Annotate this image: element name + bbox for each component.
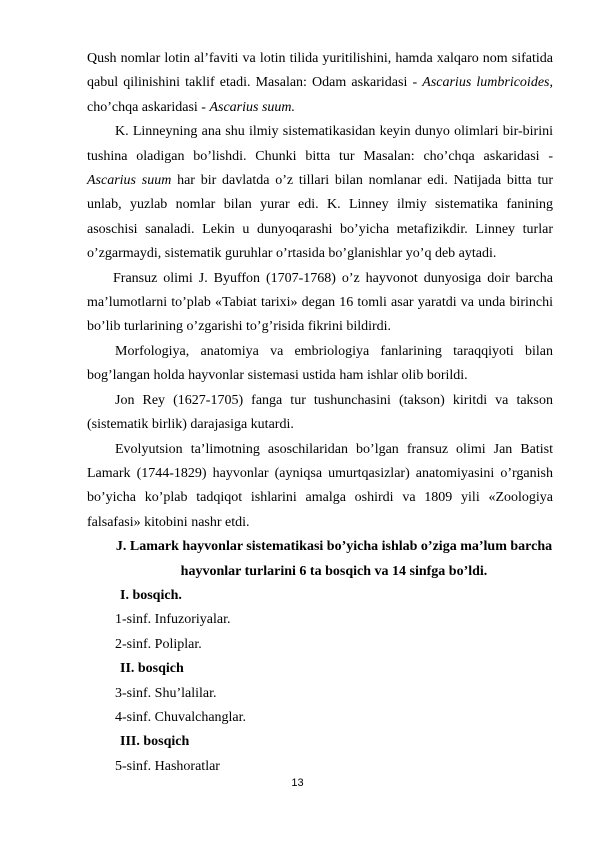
page-number: 13 xyxy=(291,777,304,789)
species-name: Ascarius lumbricoides xyxy=(422,75,550,91)
species-name: Ascarius suum. xyxy=(209,99,296,115)
paragraph-naming-rules xyxy=(87,47,553,120)
class-item: 1-sinf. Infuzoriyalar. xyxy=(115,612,231,628)
species-name: Ascarius suum xyxy=(87,173,172,189)
paragraph-buffon: Fransuz olimi J. Byuffon (1707-1768) o’z hayvonot dunyosiga doir barcha ma’lumotlarni to’plab «Tabiat tarixi» degan 16 tomli asar yaratdi va unda birinchi bo’lib turlarining o’zgarishi to’g’risida fikrini bildirdi. xyxy=(87,270,553,335)
paragraph-morphology: Morfologiya, anatomiya va embriologiya fanlarining taraqqiyoti bilan bog’langan holda hayvonlar sistemasi ustida ham ishlar olib borildi. xyxy=(87,343,553,384)
class-item: 4-sinf. Chuvalchanglar. xyxy=(115,709,247,725)
text-segment: Qush nomlar lotin al’faviti va lotin tilida yuritilishini, hamda xalqaro nom sifatida qabul qilinishini taklif etadi. Masalan: Odam askaridasi - xyxy=(87,51,553,91)
stage-title: III. bosqich xyxy=(120,734,190,750)
stage-title: II. bosqich xyxy=(120,661,184,677)
paragraph-linnaeus xyxy=(87,120,553,266)
text-segment: K. Linneyning ana shu ilmiy sistematikasidan keyin dunyo olimlari bir-birini tushina oladigan bo’lishdi. Chunki bitta tur Masalan: cho’chqa askaridasi - xyxy=(87,124,553,164)
class-item: 5-sinf. Hashoratlar xyxy=(115,758,220,774)
paragraph-lamarck: Evolyutsion ta’limotning asoschilaridan bo’lgan fransuz olimi Jan Batist Lamark (1744-1829) hayvonlar (ayniqsa umurtqasizlar) anatomiyasini o’rganish bo’yicha ko’plab tadqiqot ishlarini amalga oshirdi va 1809 yili «Zoologiya falsafasi» kitobini nashr etdi. xyxy=(87,441,553,530)
paragraph-john-ray: Jon Rey (1627-1705) fanga tur tushunchasini (takson) kiritdi va takson (sistematik birlik) darajasiga kutardi. xyxy=(87,392,553,433)
section-heading: J. Lamark hayvonlar sistematikasi bo’yicha ishlab o’ziga ma’lum barcha hayvonlar turlarini 6 ta bosqich va 14 sinfga bo’ldi. xyxy=(115,539,553,579)
document-page xyxy=(87,47,553,779)
text-segment: har bir davlatda o’z tillari bilan nomlanar edi. Natijada bitta tur unlab, yuzlab nomlar bilan yurar edi. K. Linney ilmiy sistematika fanining asoschisi sanaladi. Lekin u dunyoqarashi bo’yicha metafizikdir. Linney turlar o’zgarmaydi, sistematik guruhlar o’rtasida bo’glanishlar yo’q deb aytadi. xyxy=(87,173,554,262)
stage-title: I. bosqich. xyxy=(120,587,182,603)
class-item: 3-sinf. Shu’lalilar. xyxy=(115,685,217,701)
text-segment: , cho’chqa askaridasi - xyxy=(87,75,553,115)
class-item: 2-sinf. Poliplar. xyxy=(115,636,202,652)
